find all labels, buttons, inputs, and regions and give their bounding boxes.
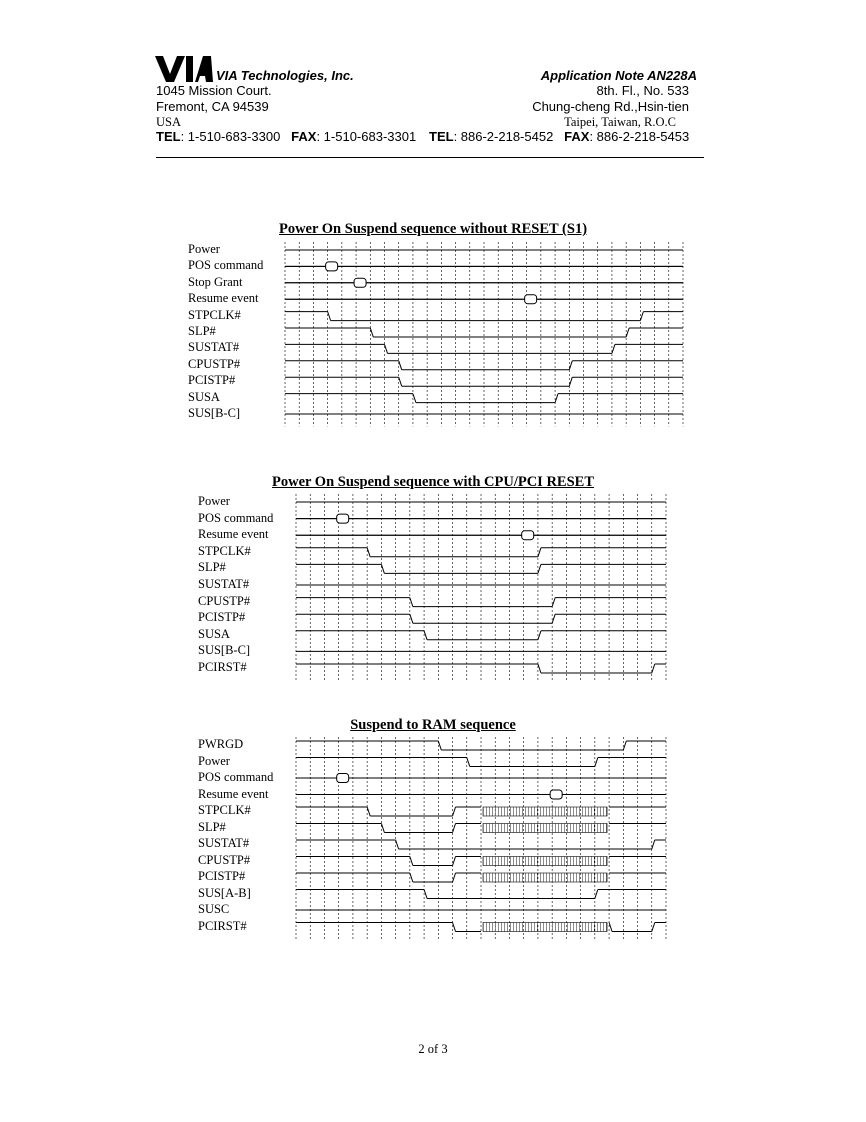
- signal-label-pcirst: PCIRST#: [198, 918, 247, 933]
- transition-edge: [367, 807, 370, 816]
- signal-label-stpclk: STPCLK#: [198, 803, 251, 817]
- signal-label-slp: SLP#: [188, 324, 216, 338]
- fax-left: : 1-510-683-3301: [316, 129, 417, 144]
- transition-edge: [453, 873, 456, 882]
- signal-label-susc: SUSC: [198, 902, 230, 916]
- address-line-1: 1045 Mission Court.: [156, 83, 272, 98]
- signal-label-pcirst: PCIRST#: [198, 660, 247, 674]
- transition-edge: [453, 857, 456, 866]
- signal-label-resume-event: Resume event: [198, 527, 269, 542]
- transition-edge: [453, 824, 456, 833]
- transition-edge: [381, 824, 384, 833]
- signal-label-slp: SLP#: [198, 560, 226, 575]
- chart-title: Power On Suspend sequence with CPU/PCI RESET: [271, 474, 595, 490]
- page-number: 2 of 3: [418, 1042, 448, 1056]
- event-pulse: [337, 774, 349, 783]
- signal-label-susa: SUSA: [188, 389, 220, 404]
- signal-label-sustat: SUSTAT#: [188, 340, 240, 355]
- transition-edge: [652, 840, 655, 849]
- transition-edge: [438, 741, 441, 750]
- signal-label-sus-a-b: SUS[A-B]: [198, 885, 251, 900]
- signal-label-power: Power: [198, 494, 230, 508]
- address-right-3: Taipei, Taiwan, R.O.C: [564, 115, 676, 129]
- signal-label-stpclk: STPCLK#: [198, 543, 251, 558]
- transition-edge: [453, 923, 456, 932]
- transition-edge: [595, 890, 598, 899]
- signal-label-pcistp: PCISTP#: [188, 373, 236, 388]
- signal-label-pwrgd: PWRGD: [198, 737, 244, 751]
- fax-label-right: FAX: [564, 129, 590, 144]
- event-pulse: [550, 790, 562, 799]
- hatched-region: [483, 807, 607, 816]
- transition-edge: [595, 758, 598, 767]
- hatched-region: [483, 923, 607, 932]
- signal-label-cpustp: CPUSTP#: [198, 593, 251, 608]
- tel-right: : 886-2-218-5452: [453, 129, 554, 144]
- address-right-2: Chung-cheng Rd.,Hsin-tien: [532, 99, 689, 114]
- signal-label-pos-command: POS command: [198, 510, 274, 525]
- hatched-region: [483, 873, 607, 882]
- fax-label-left: FAX: [291, 129, 317, 144]
- signal-label-pcistp: PCISTP#: [198, 869, 246, 883]
- signal-label-power: Power: [198, 753, 230, 768]
- tel-left: : 1-510-683-3300: [180, 129, 281, 144]
- signal-trace-slp: [296, 824, 666, 833]
- hatched-region: [483, 857, 607, 866]
- transition-edge: [609, 923, 612, 932]
- address-line-2: Fremont, CA 94539: [156, 99, 269, 114]
- transition-edge: [453, 807, 456, 816]
- signal-label-stpclk: STPCLK#: [188, 307, 241, 322]
- signal-label-pcistp: PCISTP#: [198, 610, 246, 625]
- signal-label-sustat: SUSTAT#: [198, 836, 250, 850]
- transition-edge: [652, 923, 655, 932]
- signal-label-sus-b-c: SUS[B-C]: [188, 406, 241, 420]
- signal-label-slp: SLP#: [198, 819, 226, 834]
- transition-edge: [396, 840, 399, 849]
- transition-edge: [623, 741, 626, 750]
- signal-label-pos-command: POS command: [198, 770, 274, 784]
- transition-edge: [424, 890, 427, 899]
- transition-edge: [410, 873, 413, 882]
- fax-right: : 886-2-218-5453: [589, 129, 690, 144]
- document-id: Application Note AN228A: [540, 68, 697, 83]
- signal-label-cpustp: CPUSTP#: [188, 356, 241, 371]
- transition-edge: [410, 857, 413, 866]
- signal-label-cpustp: CPUSTP#: [198, 852, 251, 867]
- address-right-1: 8th. Fl., No. 533: [596, 83, 689, 98]
- address-line-3: USA: [156, 115, 182, 129]
- chart-title: Power On Suspend sequence without RESET (S1): [278, 221, 588, 237]
- signal-label-resume-event: Resume event: [198, 786, 269, 801]
- signal-label-pos-command: POS command: [188, 258, 264, 273]
- signal-label-sustat: SUSTAT#: [198, 577, 250, 591]
- transition-edge: [467, 758, 470, 767]
- company-name: VIA Technologies, Inc.: [216, 68, 354, 83]
- hatched-region: [483, 824, 607, 833]
- signal-label-sus-b-c: SUS[B-C]: [198, 643, 251, 658]
- tel-label-right: TEL: [429, 129, 454, 144]
- signal-label-stop-grant: Stop Grant: [188, 274, 243, 289]
- signal-label-power: Power: [188, 242, 220, 256]
- tel-label-left: TEL: [156, 129, 181, 144]
- signal-label-susa: SUSA: [198, 626, 230, 641]
- chart-title: Suspend to RAM sequence: [350, 717, 516, 733]
- signal-label-resume-event: Resume event: [188, 291, 259, 306]
